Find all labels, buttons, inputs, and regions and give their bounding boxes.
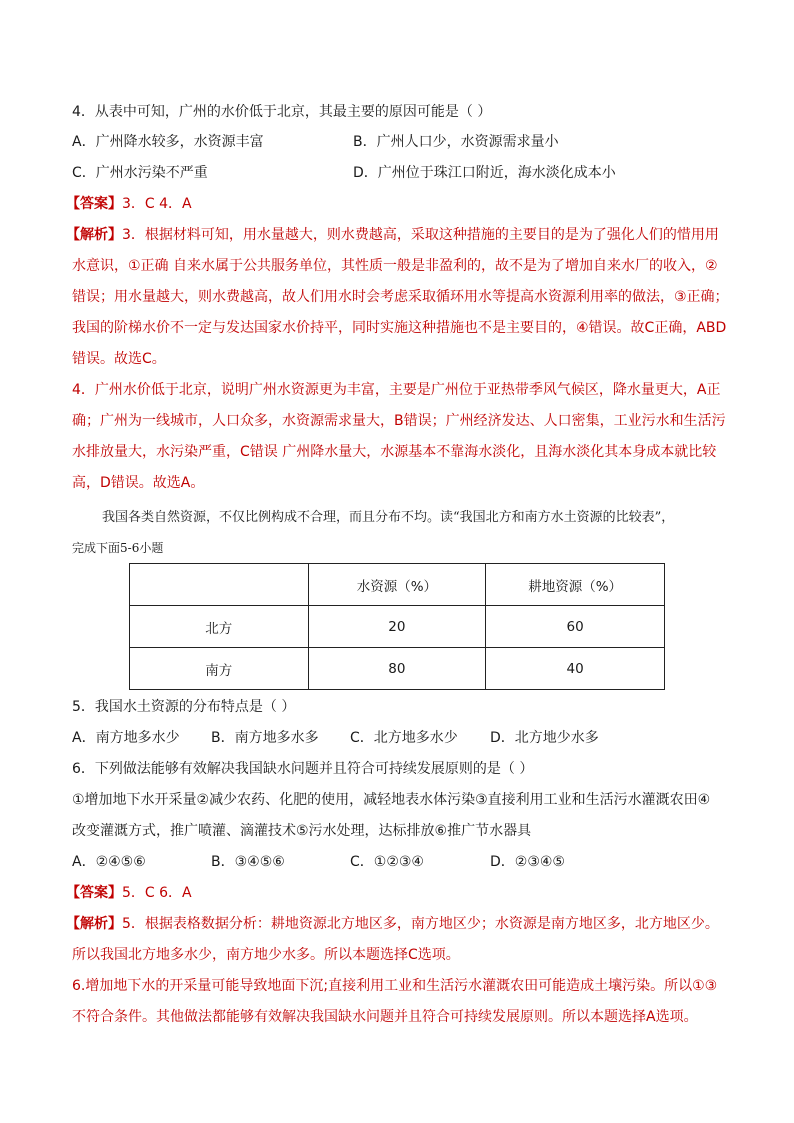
analysis-line: 6.增加地下水的开采量可能导致地面下沉;直接利用工业和生活污水灌溉农田可能造成土壤污染。所以①③ <box>72 978 718 994</box>
table-cell: 80 <box>308 648 486 690</box>
q4-stem: 4．从表中可知，广州的水价低于北京，其最主要的原因可能是（ ） <box>72 104 492 120</box>
analysis-line <box>66 914 719 934</box>
analysis-line: 错误。故选C。 <box>72 351 166 367</box>
analysis-line <box>66 225 719 245</box>
analysis-line: 所以我国北方地多水少，南方地少水多。所以本题选择C选项。 <box>72 947 460 963</box>
table-header-row <box>130 564 665 606</box>
q4-option-a: A．广州降水较多，水资源丰富 <box>72 134 264 150</box>
answer-block-1 <box>66 194 192 214</box>
water-land-table <box>129 563 665 690</box>
q4-option-c: C．广州水污染不严重 <box>72 165 208 181</box>
q4-option-d: D．广州位于珠江口附近，海水淡化成本小 <box>353 165 616 181</box>
analysis-line: 错误；用水量越大，则水费越高，故人们用水时会考虑采取循环用水等提高水资源利用率的做法，③正确； <box>72 289 729 305</box>
q5-stem: 5．我国水土资源的分布特点是（ ） <box>72 699 296 715</box>
analysis-line: 不符合条件。其他做法都能够有效解决我国缺水问题并且符合可持续发展原则。所以本题选择A选项。 <box>72 1009 698 1025</box>
answer-text: 5．C 6．A <box>122 885 192 901</box>
q6-option-a: A．②④⑤⑥ <box>72 854 146 870</box>
table-cell: 20 <box>308 606 486 648</box>
table-row <box>130 606 665 648</box>
table-cell: 北方 <box>130 606 309 648</box>
q6-stem: 6．下列做法能够有效解决我国缺水问题并且符合可持续发展原则的是（ ） <box>72 761 534 777</box>
intro-text: 完成下面5-6小题 <box>72 541 164 555</box>
q6-option-b: B．③④⑤⑥ <box>211 854 285 870</box>
table-header-cell: 水资源（%） <box>308 564 486 606</box>
q4-option-b: B．广州人口少，水资源需求量小 <box>353 134 559 150</box>
table-cell: 40 <box>486 648 665 690</box>
answer-text: 3．C 4．A <box>122 196 192 212</box>
table-header-cell: 耕地资源（%） <box>486 564 665 606</box>
answer-tag: 【答案】 <box>66 196 122 212</box>
analysis-line: 水排放量大，水污染严重，C错误 广州降水量大，水源基本不靠海水淡化，且海水淡化其本身成本就比较 <box>72 444 717 460</box>
analysis-line: 4．广州水价低于北京，说明广州水资源更为丰富，主要是广州位于亚热带季风气候区，降水量更大，A正 <box>72 382 721 398</box>
intro-text: 我国各类自然资源，不仅比例构成不合理，而且分布不均。读“我国北方和南方水土资源的比较表”， <box>102 510 675 525</box>
analysis-line: 高，D错误。故选A。 <box>72 475 205 491</box>
q6-statement-line: ①增加地下水开采量②减少农药、化肥的使用，减轻地表水体污染③直接利用工业和生活污水灌溉农田④ <box>72 792 711 808</box>
analysis-text: 3．根据材料可知，用水量越大，则水费越高，采取这种措施的主要目的是为了强化人们的惜用用 <box>122 227 719 243</box>
q6-option-c: C．①②③④ <box>350 854 424 870</box>
table-row <box>130 648 665 690</box>
analysis-tag: 【解析】 <box>66 916 122 932</box>
q6-statement-line: 改变灌溉方式，推广喷灌、滴灌技术⑤污水处理，达标排放⑥推广节水器具 <box>72 823 532 839</box>
q5-option-a: A．南方地多水少 <box>72 730 180 746</box>
q5-option-d: D．北方地少水多 <box>490 730 599 746</box>
answer-tag: 【答案】 <box>66 885 122 901</box>
answer-block-2 <box>66 883 192 903</box>
q6-option-d: D．②③④⑤ <box>490 854 565 870</box>
analysis-line: 确；广州为一线城市，人口众多，水资源需求量大，B错误；广州经济发达、人口密集，工业污水和生活污 <box>72 413 726 429</box>
analysis-line: 水意识，①正确 自来水属于公共服务单位，其性质一般是非盈利的，故不是为了增加自来水厂的收入，② <box>72 258 718 274</box>
analysis-text: 5．根据表格数据分析：耕地资源北方地区多，南方地区少；水资源是南方地区多，北方地区少。 <box>122 916 719 932</box>
q5-option-c: C．北方地多水少 <box>350 730 458 746</box>
q5-option-b: B．南方地多水多 <box>211 730 319 746</box>
table-cell: 南方 <box>130 648 309 690</box>
analysis-line: 我国的阶梯水价不一定与发达国家水价持平，同时实施这种措施也不是主要目的，④错误。故C正确，ABD <box>72 320 727 336</box>
table-header-cell <box>130 564 309 606</box>
analysis-tag: 【解析】 <box>66 227 122 243</box>
table-cell: 60 <box>486 606 665 648</box>
